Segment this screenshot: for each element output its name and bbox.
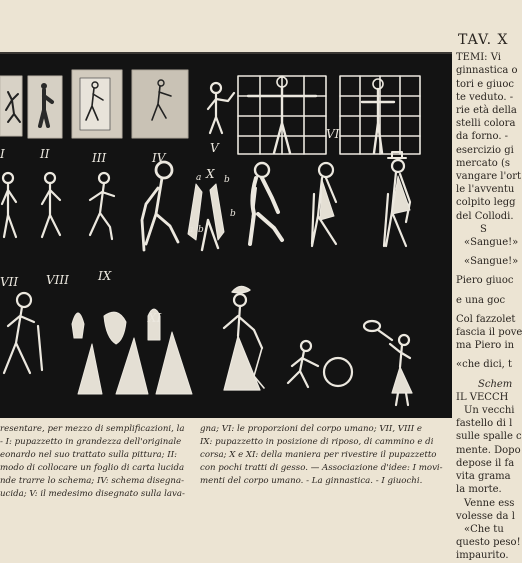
label-i: I	[0, 147, 5, 161]
walking-figure-3	[312, 163, 336, 246]
text-line: «che dici, t	[456, 359, 513, 371]
text-line: sulle spalle c	[456, 431, 522, 443]
blackboard-drawings	[0, 54, 452, 418]
text-line: depose il fa	[456, 457, 515, 469]
text-line: vita grama	[456, 471, 511, 483]
caption-column-right	[200, 423, 443, 501]
text-line: colpito legg	[456, 197, 516, 209]
label-ii: II	[40, 147, 50, 161]
text-line: le l'avventu	[456, 184, 515, 196]
label-letter-a: a	[196, 173, 202, 183]
walking-figure-2	[250, 163, 282, 244]
section-heading: Schem	[478, 378, 513, 390]
running-figure-vii	[4, 293, 42, 373]
text-line: questo peso!	[456, 537, 521, 549]
text-line: ma Piero in	[456, 340, 515, 352]
text-line: te veduto. -	[456, 91, 514, 103]
text-line: Venne ess	[464, 497, 515, 509]
text-line: e una goc	[456, 294, 506, 306]
caption-line: corsa; X e XI: della maniera per rivestire il pupazzetto	[200, 450, 437, 460]
text-line: mente. Dopo	[456, 444, 521, 456]
old-man-with-hat	[384, 152, 410, 246]
text-line: impaurito.	[456, 550, 509, 562]
caption-line: IX: pupazzetto in posizione di riposo, di cammino e di	[200, 437, 434, 447]
text-line: da forno. -	[456, 131, 509, 143]
proportion-grid-side	[340, 76, 420, 154]
caption-line: menti del corpo umano. - La ginnastica. - I giuochi.	[200, 476, 423, 486]
text-line: S	[480, 223, 487, 235]
child-with-racket	[364, 321, 412, 405]
label-letter-b-3: b	[230, 209, 236, 219]
caption-line: modo di collocare un foglio di carta lucida	[0, 463, 185, 473]
label-x: X	[206, 167, 215, 181]
text-line: «Sangue!»	[464, 237, 519, 249]
caption-line: nde trarre lo schema; IV: schema disegna-	[0, 476, 184, 486]
text-line: «Sangue!»	[464, 256, 519, 268]
caption-line: - I: pupazzetto in grandezza dell'originale	[0, 437, 182, 447]
label-letter-b-2: b	[198, 225, 204, 235]
label-iii: III	[92, 151, 107, 165]
caption-line: con pochi tratti di gesso. — Associazione d'idee: I movi-	[200, 463, 443, 473]
label-xi: XI	[148, 311, 162, 325]
label-ix: IX	[98, 269, 112, 283]
draped-cloth-1	[72, 309, 160, 344]
triangle-shapes	[78, 332, 192, 394]
text-line: Un vecchi	[464, 405, 515, 417]
text-line: «Che tu	[464, 523, 504, 535]
plate-title: TAV. X	[458, 32, 509, 48]
label-letter-b: b	[224, 175, 230, 185]
figure-x-draped	[188, 184, 224, 250]
caption-line: resentare, per mezzo di semplificazioni, la	[0, 424, 185, 434]
stick-figure-2	[42, 173, 60, 237]
caption-line: ucida; V: il medesimo disegnato sulla lava-	[0, 489, 185, 499]
figure-v	[208, 83, 234, 133]
story-title: IL VECCH	[456, 391, 509, 403]
text-line: ginnastica o	[456, 65, 518, 77]
label-viii: VIII	[46, 273, 69, 287]
text-line: vangare l'ort	[456, 171, 522, 183]
label-vii: VII	[0, 275, 19, 289]
text-line: fascia il pove	[456, 327, 522, 339]
child-with-hoop	[288, 341, 352, 387]
photo-1	[0, 76, 22, 136]
blackboard-plate	[0, 52, 452, 418]
right-text-column	[456, 32, 522, 562]
text-line: stelli colora	[456, 118, 516, 130]
text-line: la morte.	[456, 484, 502, 496]
proportion-grid-front	[238, 76, 326, 154]
plate-caption	[0, 423, 443, 501]
text-line: Col fazzolet	[456, 313, 516, 325]
text-line: tori e giuoc	[456, 78, 514, 90]
text-line: rie età della	[456, 105, 517, 117]
text-line: mercato (s	[456, 157, 510, 169]
text-line: Piero giuoc	[456, 275, 514, 287]
text-line: del Collodi.	[456, 210, 514, 222]
caption-column-left	[0, 423, 186, 501]
caption-line: eonardo nel suo trattato sulla pittura; II:	[0, 450, 177, 460]
label-letter-a-2: a	[188, 225, 194, 235]
text-line: TEMI: Vi	[456, 52, 501, 64]
label-iv: IV	[152, 151, 166, 165]
stick-figure-3	[90, 173, 114, 239]
lady-with-parasol	[224, 286, 264, 390]
caption-line: gna; VI: le proporzioni del corpo umano; VII, VIII e	[200, 424, 422, 434]
walking-figure-with-cane-1	[142, 162, 178, 250]
text-line: esercizio gi	[456, 144, 514, 156]
text-line: fastello di l	[456, 418, 513, 430]
stick-figure-1	[2, 173, 16, 237]
label-v: V	[210, 141, 219, 155]
label-vi: VI	[326, 127, 340, 141]
text-line: volesse da l	[456, 510, 515, 522]
